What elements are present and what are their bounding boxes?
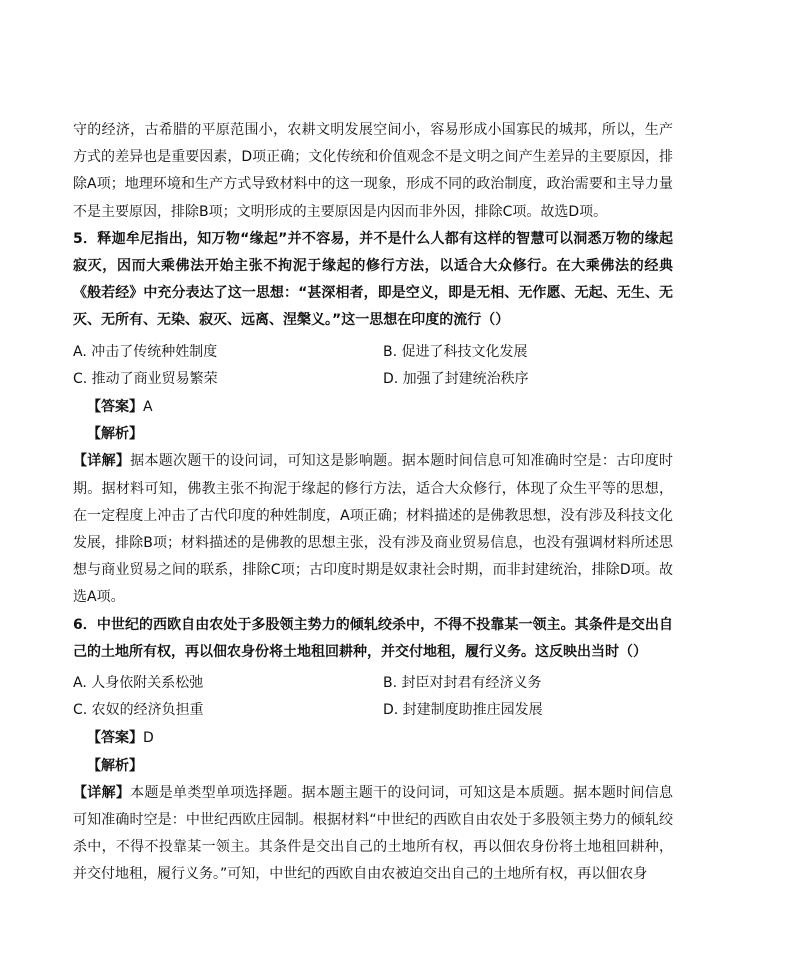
detail-label: 【详解】 — [73, 784, 131, 801]
question-5-option-b: B. 促进了科技文化发展 — [383, 343, 528, 360]
question-6-option-c: C. 农奴的经济负担重 — [73, 702, 204, 719]
question-6-detail — [73, 780, 673, 889]
question-5-detail — [73, 448, 673, 611]
question-6-option-b: B. 封臣对封君有经济义务 — [383, 675, 542, 691]
answer-value: A — [143, 399, 153, 415]
answer-value: D — [143, 730, 154, 747]
intro-paragraph: 守的经济，古希腊的平原范围小，农耕文明发展空间小，容易形成小国寡民的城邦，所以，生产方式的差异也是重要因素，D项正确；文化传统和价值观念不是文明之间产生差异的主要原因，排除A项；地理环境和生产方式导致材料中的这一现象，形成不同的政治制度，政治需要和主导力量不是主要原因，排除B项；文明形成的主要原因是内因而非外因，排除C项。故选D项。 — [73, 122, 673, 220]
question-5-answer — [73, 394, 673, 421]
question-6-options — [73, 670, 673, 724]
detail-label: 【详解】 — [73, 453, 131, 470]
answer-label: 【答案】 — [87, 730, 143, 747]
analysis-label: 【解析】 — [87, 426, 143, 443]
detail-text: 本题是单类型单项选择题。据本题主题干的设问词，可知这是本质题。据本题时间信息可知准确时空是：中世纪西欧庄园制。根据材料“中世纪的西欧自由农处于多股领主势力的倾轧绞杀中，不得不投靠某一领主。其条件是交出自己的土地所有权，再以佃农身份将土地租回耕种，并交付地租，履行义务。”可知，中世纪的西欧自由农被迫交出自己的土地所有权，再以佃农身 — [73, 784, 673, 883]
question-6-option-d: D. 封建制度助推庄园发展 — [383, 702, 543, 719]
question-5-analysis — [73, 421, 673, 448]
detail-text: 据本题次题干的设问词，可知这是影响题。据本题时间信息可知准确时空是：古印度时期。据材料可知，佛教主张不拘泥于缘起的修行方法，适合大众修行，体现了众生平等的思想，在一定程度上冲击了古代印度的种姓制度，A项正确；材料描述的是佛教思想，没有涉及科技文化发展，排除B项；材料描述的是佛教的思想主张，没有涉及商业贸易信息，也没有强调材料所述思想与商业贸易之间的联系，排除C项；古印度时期是奴隶社会时期，而非封建统治，排除D项。故选A项。 — [73, 453, 673, 606]
question-6-analysis — [73, 753, 673, 780]
question-5-stem: 5．释迦牟尼指出，知万物“缘起”并不容易，并不是什么人都有这样的智慧可以洞悉万物的缘起寂灭，因而大乘佛法开始主张不拘泥于缘起的修行方法，以适合大众修行。在大乘佛法的经典《般若经》中充分表达了这一思想：“甚深相者，即是空义，即是无相、无作愿、无起、无生、无灭、无所有、无染、寂灭、远离、涅槃义。”这一思想在印度的流行（） — [73, 230, 673, 329]
question-5-option-a: A. 冲击了传统种姓制度 — [73, 343, 218, 360]
document-page — [73, 117, 673, 889]
question-5-options — [73, 339, 673, 393]
analysis-label: 【解析】 — [87, 757, 143, 774]
question-6-stem: 6．中世纪的西欧自由农处于多股领主势力的倾轧绞杀中，不得不投靠某一领主。其条件是交出自己的土地所有权，再以佃农身份将土地租回耕种，并交付地租，履行义务。这反映出当时（） — [73, 616, 673, 660]
question-6-option-a: A. 人身依附关系松弛 — [73, 675, 204, 691]
answer-label: 【答案】 — [87, 399, 143, 415]
question-5-option-d: D. 加强了封建统治秩序 — [383, 370, 529, 387]
question-6-answer — [73, 725, 673, 752]
question-5-option-c: C. 推动了商业贸易繁荣 — [73, 370, 218, 387]
